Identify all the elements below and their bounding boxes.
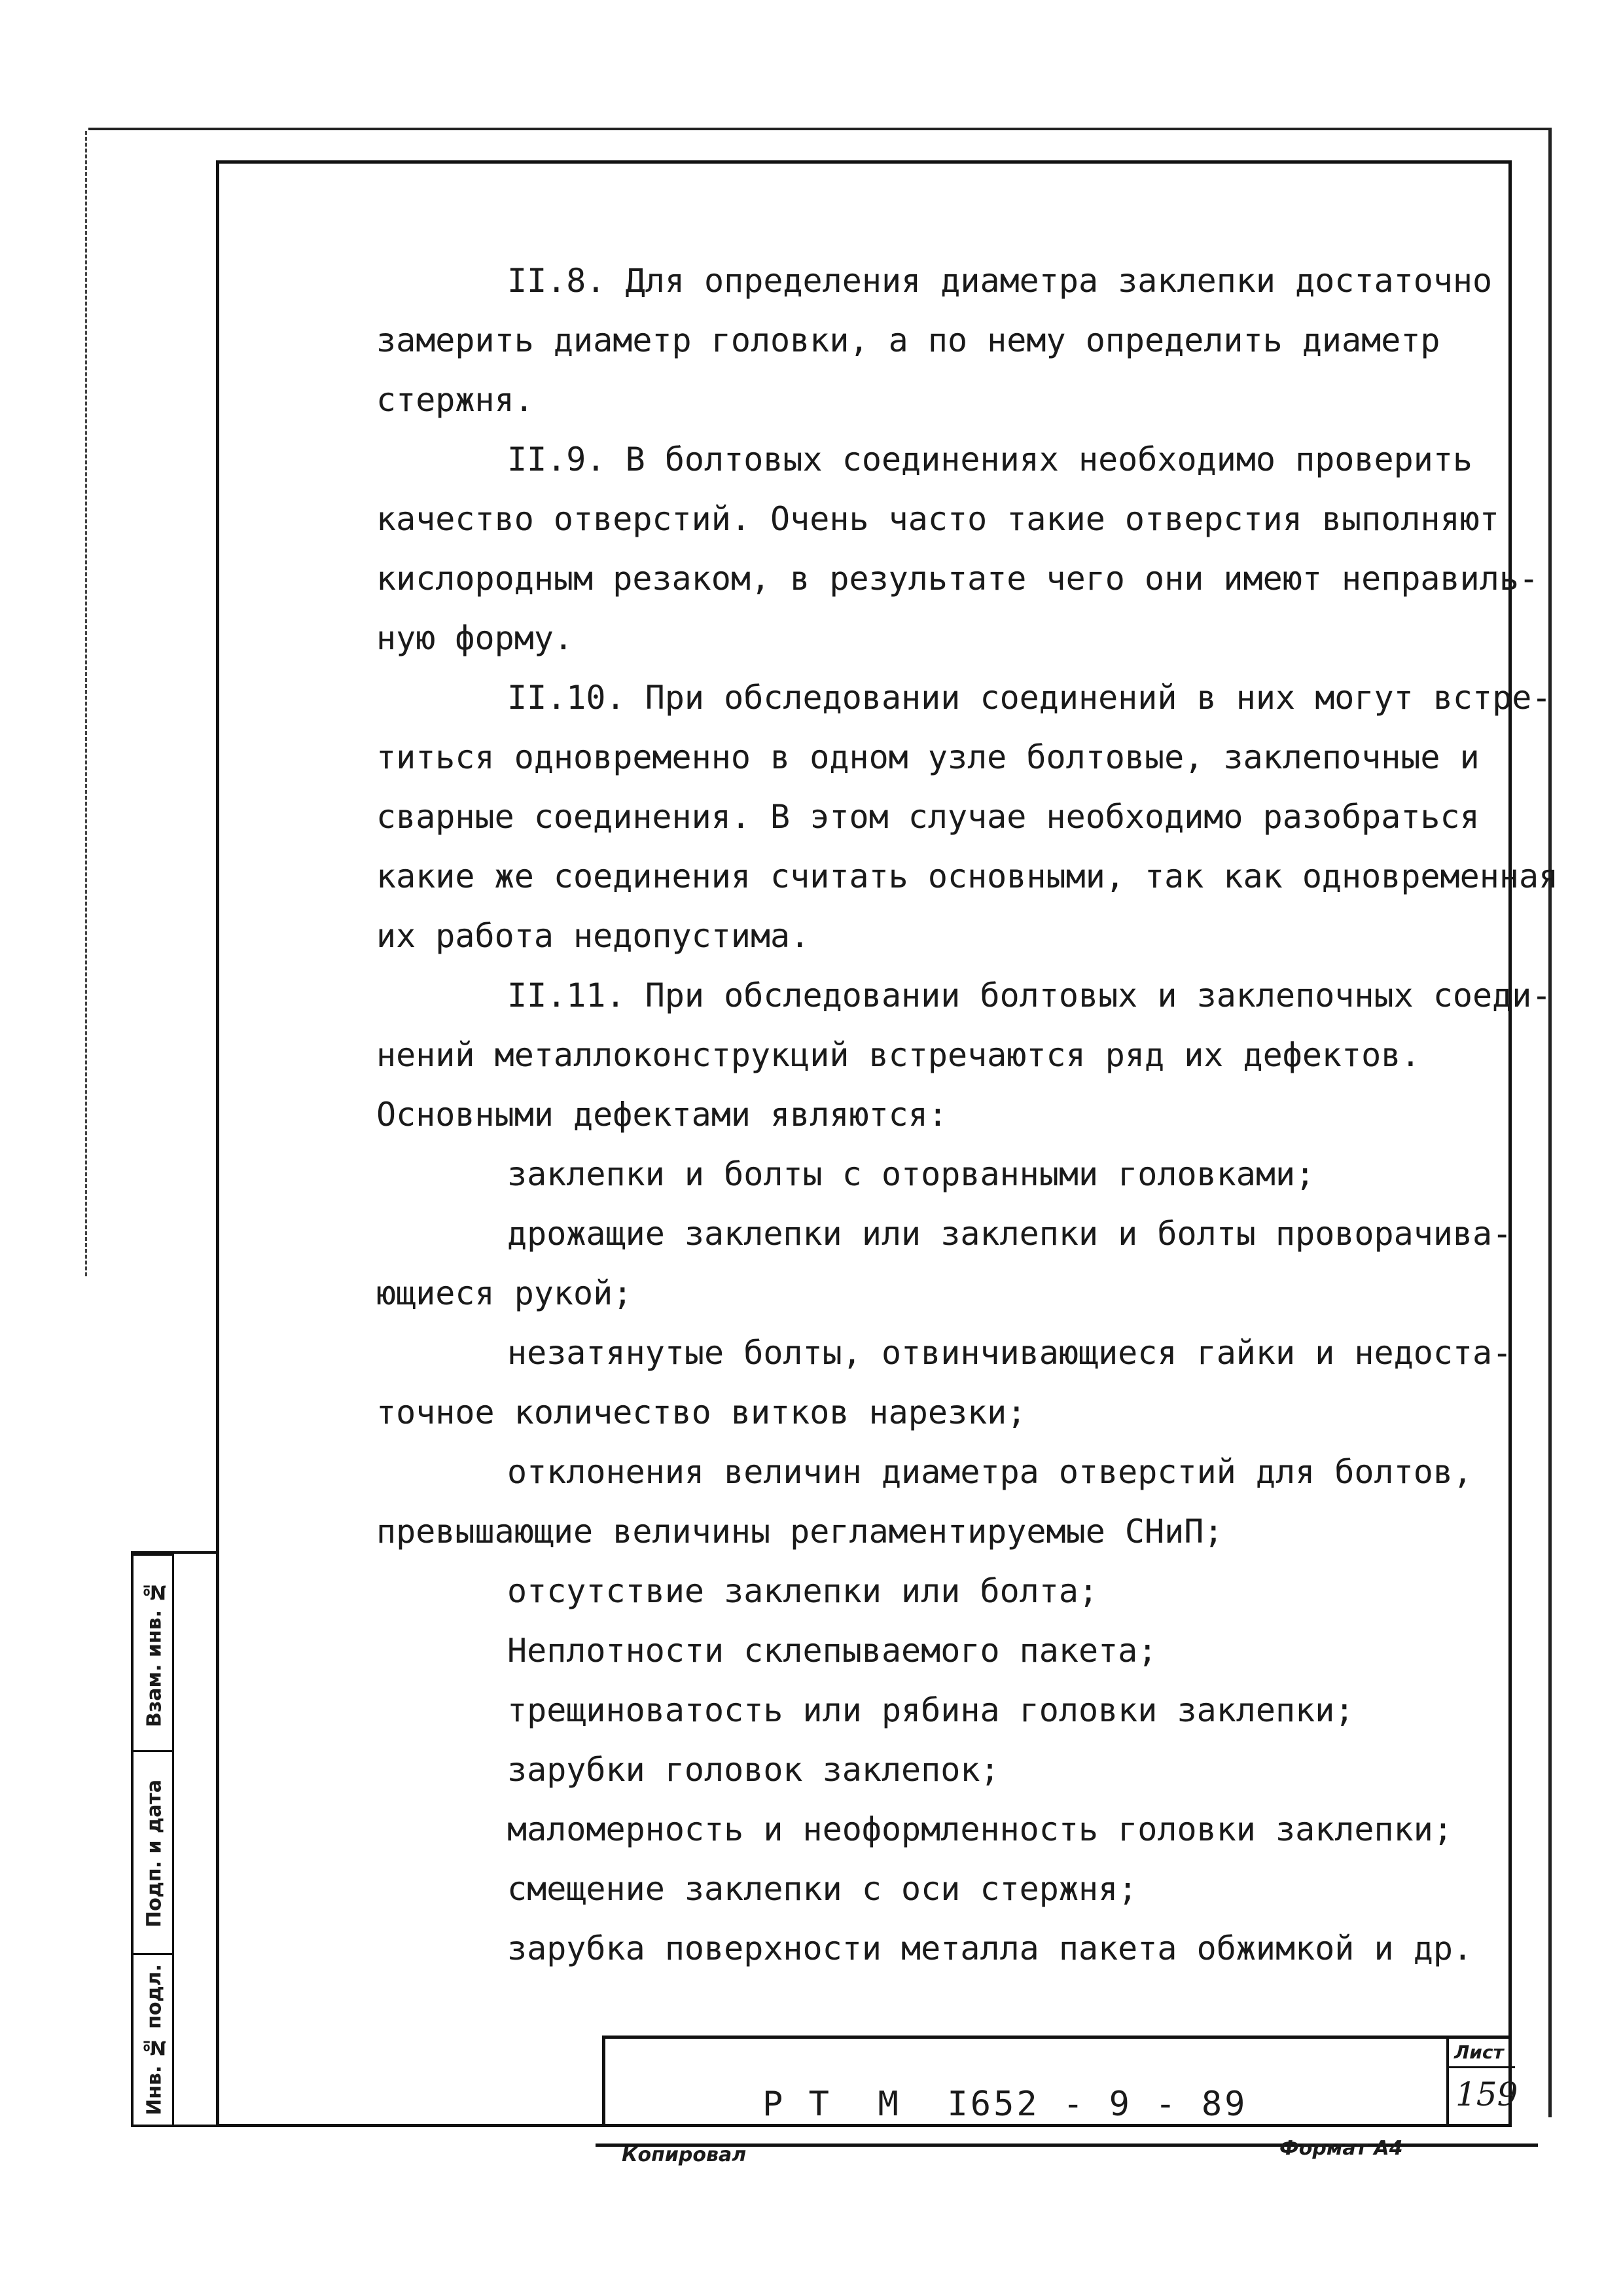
footer-format-label: Формат А4	[1279, 2137, 1403, 2160]
paragraph-line: отсутствие заклепки или болта;	[507, 1572, 1099, 1610]
sheet-label: Лист	[1454, 2041, 1504, 2063]
side-stamp-divider	[134, 1953, 174, 1955]
paragraph-line: качество отверстий. Очень часто такие отверстия выполняют	[376, 500, 1499, 538]
side-stamp	[131, 1551, 216, 2127]
outer-frame-right	[1548, 128, 1552, 2117]
paragraph-line: ную форму.	[376, 619, 574, 657]
sheet-cell	[1446, 2039, 1518, 2127]
side-stamp-divider	[134, 1750, 174, 1752]
paragraph-line: стержня.	[376, 381, 534, 419]
title-block	[602, 2036, 1518, 2127]
paragraph-line: отклонения величин диаметра отверстий для болтов,	[507, 1453, 1473, 1491]
paragraph-line: трещиноватость или рябина головки заклепки;	[507, 1691, 1355, 1729]
paragraph-line: зарубки головок заклепок;	[507, 1751, 1000, 1789]
paragraph-line: кислородным резаком, в результате чего они имеют неправиль-	[376, 560, 1539, 598]
paragraph-line: II.10. При обследовании соединений в них могут встре-	[507, 679, 1552, 717]
paragraph-line: Основными дефектами являются:	[376, 1096, 948, 1134]
sheet-number: 159	[1455, 2075, 1518, 2113]
paragraph-line: II.9. В болтовых соединениях необходимо проверить	[507, 440, 1473, 478]
paragraph-line: сварные соединения. В этом случае необходимо разобраться	[376, 798, 1480, 836]
paragraph-line: превышающие величины регламентируемые СНиП;	[376, 1513, 1224, 1551]
paragraph-line: титься одновременно в одном узле болтовые, заклепочные и	[376, 738, 1480, 776]
side-field-original-inv: Инв. № подл.	[143, 1964, 166, 2116]
paragraph-line: дрожащие заклепки или заклепки и болты проворачива-	[507, 1215, 1512, 1253]
paragraph-line: II.11. При обследовании болтовых и заклепочных соеди-	[507, 977, 1552, 1014]
paragraph-line: их работа недопустима.	[376, 917, 810, 955]
paragraph-line: ющиеся рукой;	[376, 1274, 633, 1312]
paragraph-line: заклепки и болты с оторванными головками;	[507, 1155, 1315, 1193]
side-field-replace-inv: Взам. инв. №	[143, 1580, 166, 1727]
document-code: Р Т М I652 - 9 - 89	[762, 2085, 1248, 2124]
paragraph-line: зарубка поверхности металла пакета обжимкой и др.	[507, 1929, 1473, 1967]
paragraph-line: II.8. Для определения диаметра заклепки достаточно	[507, 262, 1493, 300]
outer-frame-top	[88, 128, 1551, 130]
paragraph-line: точное количество витков нарезки;	[376, 1393, 1027, 1431]
side-field-signature-date: Подп. и дата	[143, 1779, 166, 1928]
paragraph-line: смещение заклепки с оси стержня;	[507, 1870, 1138, 1908]
paragraph-line: замерить диаметр головки, а по нему определить диаметр	[376, 321, 1440, 359]
paragraph-line: какие же соединения считать основными, так как одновременная	[376, 857, 1559, 895]
paragraph-line: незатянутые болты, отвинчивающиеся гайки и недоста-	[507, 1334, 1512, 1372]
paragraph-line: нений металлоконструкций встречаются ряд их дефектов.	[376, 1036, 1421, 1074]
paragraph-line: Неплотности склепываемого пакета;	[507, 1632, 1158, 1670]
paragraph-line: маломерность и неоформленность головки заклепки;	[507, 1810, 1453, 1848]
footer-copied-label: Копировал	[622, 2144, 747, 2166]
outer-frame-left	[85, 131, 87, 1276]
